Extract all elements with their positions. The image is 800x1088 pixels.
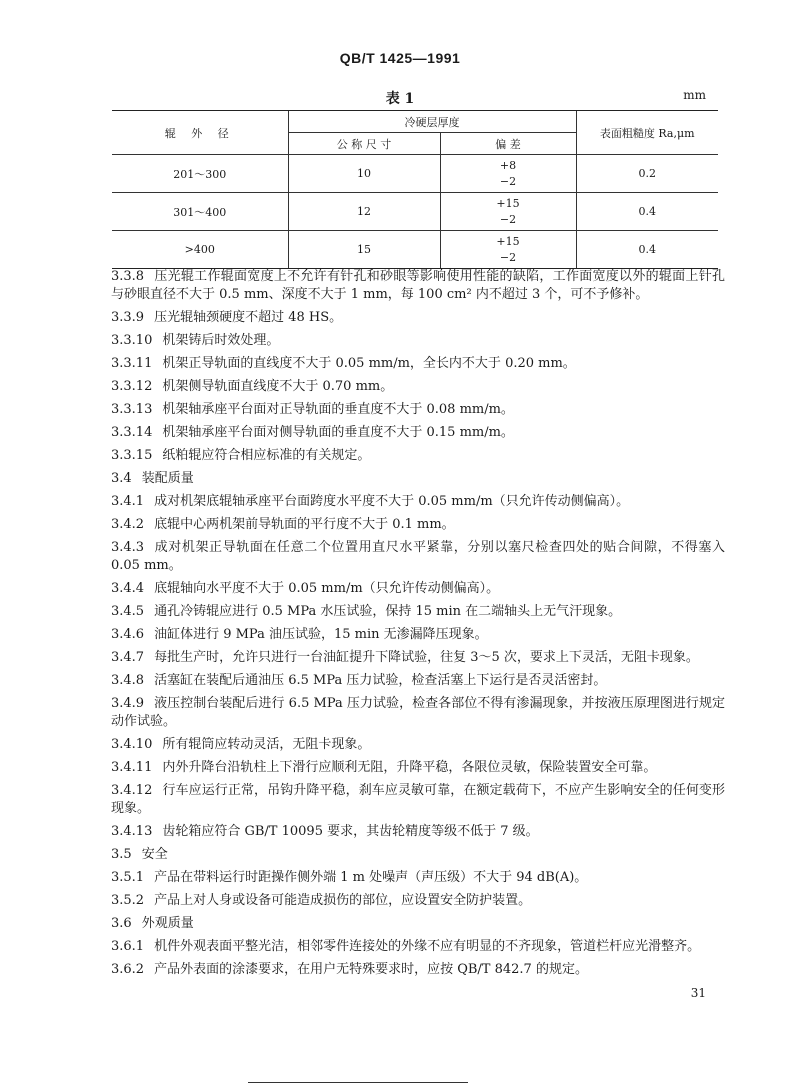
clause-number: 3.6 [111,916,132,931]
clause [111,938,725,956]
section-heading [111,915,725,933]
cell-tolerance [440,193,576,231]
clause-number: 3.3.11 [111,356,153,371]
clause-number: 3.4.8 [111,673,145,688]
clause-number: 3.3.12 [111,379,153,394]
footer-rule [248,1082,468,1083]
clause-text: 装配质量 [141,471,194,486]
clause-text: 内外升降台沿轨柱上下滑行应顺利无阻，升降平稳，各限位灵敏，保险装置安全可靠。 [162,760,657,775]
cell-diameter: 301～400 [112,193,288,231]
clause-number: 3.5.2 [111,893,145,908]
clause-text: 产品上对人身或设备可能造成损伤的部位，应设置安全防护装置。 [154,893,532,908]
tolerance-upper: +8 [499,158,517,172]
clause-text: 行车应运行正常，吊钩升降平稳，刹车应灵敏可靠，在额定载荷下，不应产生影响安全的任何变形现象。 [111,783,725,816]
clause-text: 产品外表面的涂漆要求，在用户无特殊要求时，应按 QB/T 842.7 的规定。 [154,962,588,977]
clause-text: 成对机架正导轨面在任意二个位置用直尺水平紧靠，分别以塞尺检查四处的贴合间隙，不得塞入 0.05 mm。 [111,540,725,573]
clause [111,401,725,419]
page-number: 31 [690,986,706,1000]
spec-table [112,110,718,269]
table-caption: 表 1 [385,91,415,107]
table-row [112,193,718,231]
cell-nominal: 15 [288,231,440,269]
clause [111,782,725,818]
clause-number: 3.3.8 [111,269,145,284]
clause-text: 安全 [141,847,168,862]
header-hard-layer: 冷硬层厚度 [288,111,576,133]
clause [111,355,725,373]
clause-number: 3.6.2 [111,962,145,977]
clause-number: 3.4.6 [111,627,145,642]
clause [111,580,725,598]
clause-number: 3.4.4 [111,581,145,596]
cell-tolerance [440,155,576,193]
clause-text: 通孔冷铸辊应进行 0.5 MPa 水压试验，保持 15 min 在二端轴头上无气汗现象。 [154,604,622,619]
clause-number: 3.3.9 [111,310,145,325]
clause-text: 液压控制台装配后进行 6.5 MPa 压力试验，检查各部位不得有渗漏现象，并按液压原理图进行规定动作试验。 [111,696,725,729]
header-roughness: 表面粗糙度 Ra,μm [576,111,718,155]
clause-text: 外观质量 [141,916,194,931]
tolerance-lower: −2 [499,250,517,264]
clause [111,626,725,644]
clause-text: 产品在带料运行时距操作侧外端 1 m 处噪声（声压级）不大于 94 dB(A)。 [154,870,588,885]
header-outer-diameter: 辊 外 径 [112,111,288,155]
clause-text: 机架侧导轨面直线度不大于 0.70 mm。 [162,379,394,394]
clause-text: 机架正导轨面的直线度不大于 0.05 mm/m，全长内不大于 0.20 mm。 [162,356,576,371]
clause [111,869,725,887]
clause-number: 3.4.5 [111,604,145,619]
clause-text: 成对机架底辊轴承座平台面跨度水平度不大于 0.05 mm/m（只允许传动侧偏高）。 [154,494,630,509]
cell-nominal: 12 [288,193,440,231]
clause [111,695,725,731]
cell-roughness: 0.2 [576,155,718,193]
table-unit: mm [683,88,706,102]
clause [111,424,725,442]
clause-text: 每批生产时，允许只进行一台油缸提升下降试验，往复 3～5 次，要求上下灵活，无阻卡现象。 [154,650,699,665]
clause [111,309,725,327]
tolerance-lower: −2 [499,174,517,188]
header-nominal: 公 称 尺 寸 [288,133,440,155]
tolerance-upper: +15 [496,234,520,248]
clause-number: 3.5 [111,847,132,862]
clause-number: 3.4 [111,471,132,486]
clause-text: 机件外观表面平整光洁，相邻零件连接处的外缘不应有明显的不齐现象，管道栏杆应光滑整齐。 [154,939,701,954]
table-row [112,231,718,269]
clause [111,539,725,575]
clause-number: 3.4.3 [111,540,145,555]
clause-number: 3.4.7 [111,650,145,665]
standard-number: QB/T 1425—1991 [339,50,461,66]
clause-text: 机架轴承座平台面对正导轨面的垂直度不大于 0.08 mm/m。 [162,402,514,417]
clause-number: 3.4.13 [111,824,153,839]
clause-number: 3.3.15 [111,448,153,463]
clause-number: 3.3.13 [111,402,153,417]
tolerance-lower: −2 [499,212,517,226]
clause-number: 3.4.11 [111,760,153,775]
clause-number: 3.3.10 [111,333,153,348]
clause [111,378,725,396]
cell-tolerance [440,231,576,269]
section-heading [111,846,725,864]
cell-nominal: 10 [288,155,440,193]
clause-number: 3.4.12 [111,783,153,798]
tolerance-upper: +15 [496,196,520,210]
clause-number: 3.4.2 [111,517,145,532]
cell-roughness: 0.4 [576,193,718,231]
table-row [112,155,718,193]
clause-number: 3.3.14 [111,425,153,440]
clause-number: 3.4.1 [111,494,145,509]
clause-text: 底辊轴向水平度不大于 0.05 mm/m（只允许传动侧偏高）。 [154,581,500,596]
clause-text: 油缸体进行 9 MPa 油压试验，15 min 无渗漏降压现象。 [154,627,488,642]
clause-text: 压光辊工作辊面宽度上不允许有针孔和砂眼等影响使用性能的缺陷，工作面宽度以外的辊面上针孔与砂眼直径不大于 0.5 mm、深度不大于 1 mm，每 100 cm² 内不超过 3 个，可不予修补。 [111,269,725,302]
clause-number: 3.6.1 [111,939,145,954]
clause [111,672,725,690]
cell-diameter: 201～300 [112,155,288,193]
clause-text: 压光辊轴颈硬度不超过 48 HS。 [154,310,343,325]
clause [111,736,725,754]
clause [111,892,725,910]
section-heading [111,470,725,488]
clause [111,447,725,465]
clause [111,961,725,979]
clause [111,759,725,777]
clause-text: 纸粕辊应符合相应标准的有关规定。 [162,448,371,463]
clause [111,493,725,511]
clause-text: 活塞缸在装配后通油压 6.5 MPa 压力试验，检查活塞上下运行是否灵活密封。 [154,673,607,688]
clause-text: 齿轮箱应符合 GB/T 10095 要求，其齿轮精度等级不低于 7 级。 [162,824,539,839]
clause-text: 所有辊筒应转动灵活，无阻卡现象。 [162,737,371,752]
clause [111,649,725,667]
clause-number: 3.5.1 [111,870,145,885]
clause [111,516,725,534]
clause [111,268,725,304]
clause-list [111,268,725,984]
clause-text: 底辊中心两机架前导轨面的平行度不大于 0.1 mm。 [154,517,455,532]
clause [111,332,725,350]
clause-text: 机架轴承座平台面对侧导轨面的垂直度不大于 0.15 mm/m。 [162,425,514,440]
clause [111,823,725,841]
clause-number: 3.4.10 [111,737,153,752]
header-tolerance: 偏 差 [440,133,576,155]
clause [111,603,725,621]
clause-number: 3.4.9 [111,696,145,711]
cell-diameter: >400 [112,231,288,269]
clause-text: 机架铸后时效处理。 [162,333,280,348]
cell-roughness: 0.4 [576,231,718,269]
